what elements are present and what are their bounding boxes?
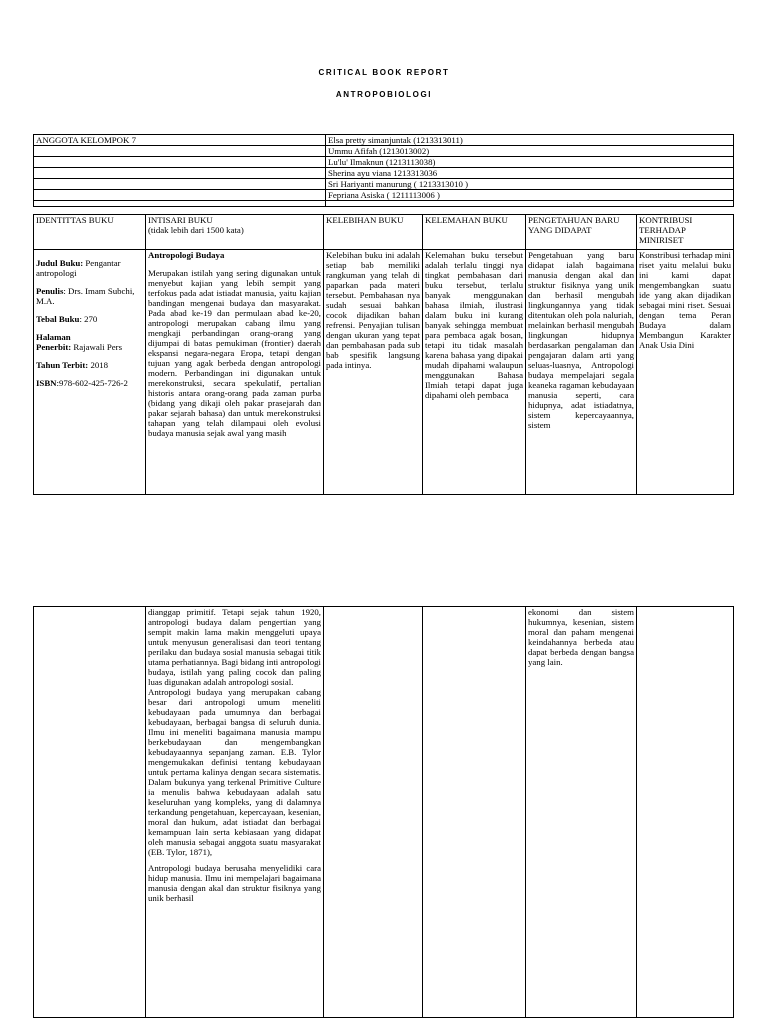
intisari-heading: Antropologi Budaya	[148, 250, 225, 260]
intisari-cell	[146, 250, 324, 495]
table-row	[34, 157, 734, 168]
tebal-value: : 270	[79, 314, 98, 324]
header-intisari-note: (tidak lebih dari 1500 kata)	[148, 225, 244, 235]
penulis-row	[36, 286, 143, 306]
table-row	[34, 190, 734, 201]
halaman-label: Halaman	[36, 332, 71, 342]
tahun-value: 2018	[88, 360, 109, 370]
book-identity-continued	[34, 607, 146, 1018]
content-row	[34, 250, 734, 495]
member-name: Sherina ayu viana 1213313036	[326, 168, 734, 179]
intisari-paragraph: Antropologi budaya berusaha menyelidiki cara hidup manusia. Ilmu ini mempelajari bagaimana manusia dengan akal dan struktur fisiknya yang unik berhasil	[148, 863, 321, 903]
header-kontribusi: KONTRIBUSI TERHADAP MINIRISET	[637, 215, 734, 250]
kelemahan-cell-continued	[423, 607, 526, 1018]
intisari-paragraph: dianggap primitif. Tetapi sejak tahun 1920, antropologi budaya dalam pengertian yang sempit makin lama makin menggeluti upaya untuk menyusun generalisasi dan teori tentang perilaku dan budaya sosial manusia sebagai titik utama perhatiannya. Bagi bidang inti antropologi budaya, istilah yang paling cocok dan paling luas digunakan adalah antropologi sosial.	[148, 607, 321, 687]
tahun-row	[36, 360, 143, 370]
header-pengetahuan: PENGETAHUAN BARU YANG DIDAPAT	[526, 215, 637, 250]
penulis-value: : Drs. Imam Subchi, M.A.	[36, 286, 135, 306]
book-identity	[34, 250, 146, 495]
content-row	[34, 607, 734, 1018]
kelebihan-cell: Kelebihan buku ini adalah setiap bab memiliki rangkuman yang telah di paparkan pada materi tersebut. Pembahasan nya sudah sesuai bahkan cocok dijadikan bahan refrensi. Penyajian tulisan dengan ukuran yang tepat dan pembahasan pada sub bab spesifik langsung pada intinya.	[324, 250, 423, 495]
table-row	[34, 179, 734, 190]
header-intisari	[146, 215, 324, 250]
group-label: ANGGOTA KELOMPOK 7	[34, 135, 326, 146]
member-name: Lu'lu' Ilmaknun (1213113038)	[326, 157, 734, 168]
table-row	[34, 146, 734, 157]
table-row	[34, 135, 734, 146]
isbn-row	[36, 378, 143, 388]
intisari-paragraph: Merupakan istilah yang sering digunakan untuk menyebut kajian yang lebih sempit yang terfokus pada adat istiadat manusia, yaitu kajian bandingan mengenai budaya dan masyarakat. Pada abad ke-19 dan permulaan abad ke-20, antropologi merupakan cabang ilmu yang mengkaji perbandingan orang-orang yang dijumpai di batas pemukiman (frontier) daerah ekspansi negara-negara Eropa, tetapi dengan tujuan yang agak berbeda dengan antropologi modern. Perbandingan ini digunakan untuk merekonstruksi, secara spekulatif, pertalian historis antara orang-orang pada zaman purba (bidang yang dikaji oleh pakar prasejarah dan pakar sejarah bahasa) dan untuk merekonstruksi tahapan yang telah dilampaui oleh evolusi budaya manusia sejak awal yang masih	[148, 268, 321, 438]
penulis-label: Penulis	[36, 286, 64, 296]
member-name: Fepriana Asiska ( 1211113006 )	[326, 190, 734, 201]
penerbit-label: Penerbit:	[36, 342, 72, 352]
judul-label: Judul Buku:	[36, 258, 84, 268]
intisari-cell-continued	[146, 607, 324, 1018]
report-title: CRITICAL BOOK REPORT	[318, 68, 450, 77]
member-name: Sri Hariyanti manurung ( 1213313010 )	[326, 179, 734, 190]
tahun-label: Tahun Terbit:	[36, 360, 89, 370]
table-row	[34, 201, 734, 207]
isbn-value: :978-602-425-726-2	[56, 378, 128, 388]
intisari-paragraph: Antropologi budaya yang merupakan cabang besar dari antropologi umum meneliti kebudayaan pada umumnya dan berbagai kebudayaan, berbagai bangsa di seluruh dunia. Ilmu ini meneliti bagaimana manusia mampu berkebudayaan dan mengembangkan kebudayaannya sepanjang zaman. E.B. Tylor mengemukakan definisi tentang kebudayaan untuk pertama kalinya dengan secara sistematis. Dalam bukunya yang terkenal Primitive Culture ia menulis bahwa kebudayaan adalah satu keseluruhan yang kompleks, yang di dalamnya terkandung pengetahuan, kepercayaan, kesenian, moral dan hukum, adat istiadat dan berbagai kemampuan lain serta kebiasaan yang didapat oleh manusia sebagai anggota suatu masyarakat (EB. Tylor, 1871),	[148, 687, 321, 857]
header-identitas: IDENTITTAS BUKU	[34, 215, 146, 250]
member-name: Ummu Afifah (1213013002)	[326, 146, 734, 157]
pengetahuan-cell: Pengetahuan yang baru didapat ialah bagaimana manusia dengan akal dan struktur fisiknya yang unik dan berhasil mengubah lingkungannya yang tidak ditentukan oleh pola naluriah, melainkan berhasil mengubah lingkungan hidupnya berdasarkan pengalaman dan pengajaran dalam arti yang seluas-luasnya, Antropologi budaya mempelajari segala keaneka ragaman kebudayaan manusia seperti, cara hidupnya, adat istiadatnya, sistem kepercayaannya, sistem	[526, 250, 637, 495]
penerbit-row	[36, 342, 143, 352]
penerbit-value: Rajawali Pers	[71, 342, 123, 352]
kontribusi-cell-continued	[637, 607, 734, 1018]
header-row	[34, 215, 734, 250]
kontribusi-cell: Konstribusi terhadap mini riset yaitu melalui buku ini kami dapat mengembangkan suatu ide yang akan dijadikan sebagai mini riset. Sesuai dengan tema Peran Budaya dalam Membangun Karakter Anak Usia Dini	[637, 250, 734, 495]
pengetahuan-cell-continued: ekonomi dan sistem hukumnya, kesenian, sistem moral dan paham mengenai keindahannya berbeda atau dapat berbeda dengan bangsa yang lain.	[526, 607, 637, 1018]
header-kelebihan: KELEBIHAN BUKU	[324, 215, 423, 250]
isbn-label: ISBN	[36, 378, 57, 388]
group-members-table	[33, 134, 734, 207]
judul-value: Pengantar antropologi	[36, 258, 121, 278]
table-row	[34, 168, 734, 179]
judul-row	[36, 258, 143, 278]
report-table	[33, 214, 734, 495]
kelebihan-cell-continued	[324, 607, 423, 1018]
header-kelemahan: KELEMAHAN BUKU	[423, 215, 526, 250]
header-intisari-label: INTISARI BUKU	[148, 215, 213, 225]
tebal-label: Tebal Buku	[36, 314, 80, 324]
kelemahan-cell: Kelemahan buku tersebut adalah terlalu tinggi nya tingkat pembahasan dari buku tersebut, terlalu banyak menggunakan bahasa ilmiah, ilustrasi dalam buku ini kurang banyak sehingga membuat para pembaca agak bosan, tetapi itu tidak masalah karena bahasa yang dipakai mudah dipahami walaupun menggunakan Bahasa Ilmiah tetapi dapat juga dipahami oleh pembaca	[423, 250, 526, 495]
tebal-row	[36, 314, 143, 324]
report-table-continued	[33, 606, 734, 1018]
course-title: ANTROPOBIOLOGI	[335, 90, 433, 99]
member-name: Elsa pretty simanjuntak (1213313011)	[326, 135, 734, 146]
